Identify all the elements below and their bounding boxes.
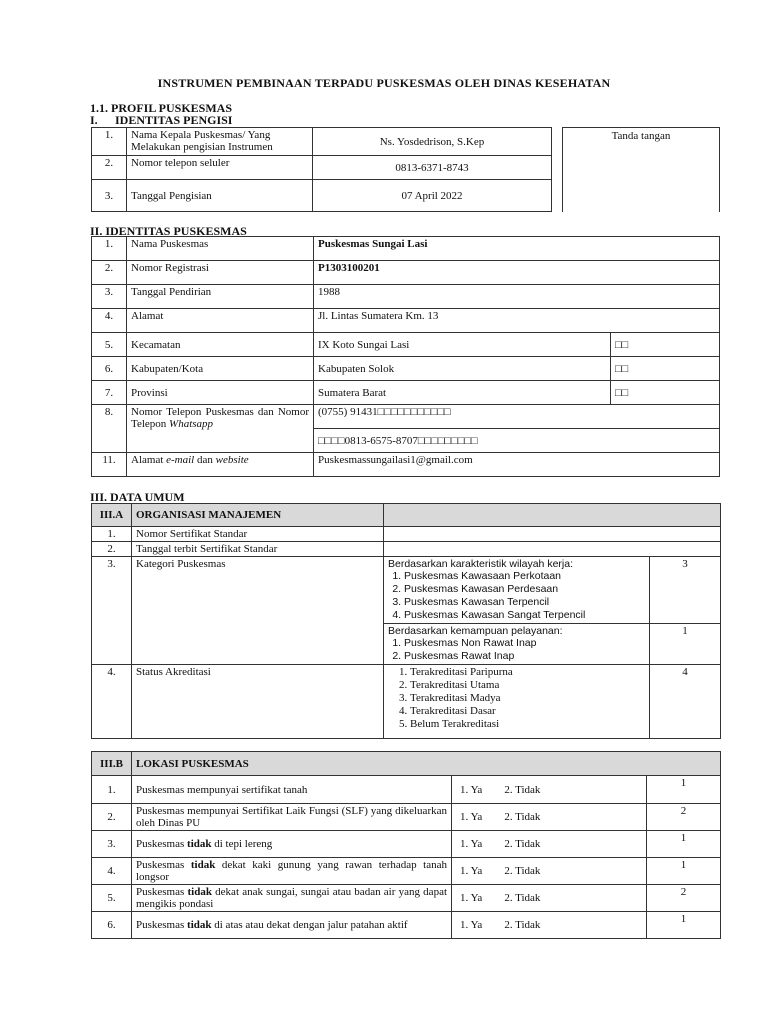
table-row: [92, 542, 721, 557]
row-label: [132, 804, 452, 831]
signature-box: [562, 127, 720, 212]
table-row: [92, 527, 721, 542]
row-label: [132, 912, 452, 939]
answer-value: 4: [650, 665, 721, 739]
row-value: [384, 527, 721, 542]
row-value: □□□□0813-6575-8707□□□□□□□□□: [314, 429, 720, 453]
answer-value: 1: [650, 624, 721, 665]
section1-heading: IDENTITAS PENGISI: [115, 113, 233, 127]
table-row: [92, 776, 721, 804]
option-item: 1. Puskesmas Kawasaan Perkotaan: [404, 570, 645, 583]
row-number: 6.: [92, 912, 132, 939]
row-number: 1.: [92, 776, 132, 804]
label-bold: tidak: [187, 838, 212, 850]
row-label: Tanggal Pendirian: [127, 285, 314, 309]
row-value: Puskesmassungailasi1@gmail.com: [314, 453, 720, 477]
table-row: [92, 333, 720, 357]
answer-value: 1: [647, 858, 721, 885]
row-label: Nomor Registrasi: [127, 261, 314, 285]
row-value: 1988: [314, 285, 720, 309]
table-row: [92, 180, 552, 212]
row-code: □□: [611, 333, 720, 357]
row-label: [127, 405, 314, 453]
identitas-pengisi-table: [91, 127, 552, 212]
row-number: 4.: [92, 665, 132, 739]
row-number: 2.: [92, 804, 132, 831]
row-label: Kabupaten/Kota: [127, 357, 314, 381]
option-tidak: 2. Tidak: [504, 783, 541, 796]
row-label: Alamat: [127, 309, 314, 333]
row-number: 4.: [92, 858, 132, 885]
row-code: □□: [611, 381, 720, 405]
table-header-row: [92, 752, 721, 776]
answer-value: 1: [647, 776, 721, 804]
row-number: 5.: [92, 333, 127, 357]
option-item: 1. Puskesmas Non Rawat Inap: [404, 637, 645, 650]
row-number: 1.: [92, 128, 127, 156]
row-label: [132, 776, 452, 804]
row-number: 1.: [92, 527, 132, 542]
option-item: 3. Puskesmas Kawasan Terpencil: [404, 596, 645, 609]
section3-heading: III. DATA UMUM: [90, 490, 185, 504]
table-row: [92, 665, 721, 739]
option-ya: 1. Ya: [460, 783, 483, 796]
label-bold: tidak: [187, 886, 212, 898]
answer-options: [452, 912, 647, 939]
label-part: dan: [194, 454, 216, 466]
document-title: INSTRUMEN PEMBINAAN TERPADU PUSKESMAS OLEH DINAS KESEHATAN: [157, 76, 611, 90]
option-tidak: 2. Tidak: [504, 865, 541, 877]
option-tidak: 2. Tidak: [504, 892, 541, 904]
row-number: 11.: [92, 453, 127, 477]
row-number: 1.: [92, 237, 127, 261]
row-label: Status Akreditasi: [132, 665, 384, 739]
option-item: 4. Puskesmas Kawasan Sangat Terpencil: [404, 609, 645, 622]
row-number: 2.: [92, 261, 127, 285]
answer-options: [452, 858, 647, 885]
row-value: P1303100201: [314, 261, 720, 285]
profil-heading: 1.1. PROFIL PUSKESMAS: [90, 101, 233, 115]
row-label: [132, 831, 452, 858]
label-bold: tidak: [190, 859, 216, 871]
table-row: [92, 912, 721, 939]
table-row: [92, 831, 721, 858]
option-ya: 1. Ya: [460, 892, 483, 904]
section-title: LOKASI PUSKESMAS: [132, 752, 721, 776]
table-row: [92, 804, 721, 831]
answer-options: [452, 885, 647, 912]
option-ya: 1. Ya: [460, 838, 483, 850]
group-title: Berdasarkan karakteristik wilayah kerja:: [388, 558, 573, 570]
table-row: [92, 237, 720, 261]
table-row: [92, 357, 720, 381]
option-item: 4. Terakreditasi Dasar: [410, 705, 645, 718]
row-code: □□: [611, 357, 720, 381]
row-number: 5.: [92, 885, 132, 912]
row-label: Kategori Puskesmas: [132, 557, 384, 665]
row-label: Tanggal Pengisian: [127, 180, 313, 212]
row-value: IX Koto Sungai Lasi: [314, 333, 611, 357]
option-ya: 1. Ya: [460, 919, 483, 931]
label-part: Puskesmas: [136, 838, 188, 850]
table-row: [92, 309, 720, 333]
label-part: Alamat: [131, 454, 167, 466]
label-part: dekat kaki gunung yang rawan terhadap tanah longsor: [136, 859, 448, 883]
row-label: [132, 885, 452, 912]
row-number: 7.: [92, 381, 127, 405]
option-item: 5. Belum Terakreditasi: [410, 718, 645, 731]
table-row: [92, 261, 720, 285]
lokasi-puskesmas-table: [91, 751, 721, 939]
header-empty-cell: [384, 504, 721, 527]
row-number: 2.: [92, 156, 127, 180]
label-bold: tidak: [187, 919, 212, 931]
option-item: 3. Terakreditasi Madya: [410, 692, 645, 705]
row-value: Puskesmas Sungai Lasi: [314, 237, 720, 261]
answer-options: [452, 831, 647, 858]
row-value: [384, 542, 721, 557]
table-row: [92, 885, 721, 912]
table-row: [92, 128, 552, 156]
row-label: Nomor Sertifikat Standar: [132, 527, 384, 542]
label-italic: e-mail: [166, 454, 195, 466]
answer-value: 2: [647, 885, 721, 912]
option-item: 1. Terakreditasi Paripurna: [410, 666, 645, 679]
table-header-row: [92, 504, 721, 527]
signature-label: Tanda tangan: [611, 130, 671, 142]
option-tidak: 2. Tidak: [504, 811, 541, 823]
row-label: Provinsi: [127, 381, 314, 405]
table-row: [92, 453, 720, 477]
row-value: 07 April 2022: [313, 180, 552, 212]
option-tidak: 2. Tidak: [504, 919, 541, 931]
section-code: III.B: [92, 752, 132, 776]
row-label: [127, 453, 314, 477]
option-ya: 1. Ya: [460, 811, 483, 823]
answer-value: 2: [647, 804, 721, 831]
row-number: 3.: [92, 831, 132, 858]
identitas-puskesmas-table: [91, 236, 720, 477]
table-row: [92, 285, 720, 309]
row-value: Ns. Yosdedrison, S.Kep: [313, 128, 552, 156]
row8-label-italic: Whatsapp: [169, 418, 214, 430]
answer-value: 3: [650, 557, 721, 624]
kategori-wilayah-options: [384, 557, 650, 624]
section2-heading: II. IDENTITAS PUSKESMAS: [90, 224, 247, 238]
table-row: [92, 156, 552, 180]
option-ya: 1. Ya: [460, 865, 483, 877]
row8-label-text: Nomor Telepon Puskesmas dan Nomor Telepon: [131, 406, 309, 430]
option-item: 2. Puskesmas Rawat Inap: [404, 650, 645, 663]
answer-options: [452, 804, 647, 831]
row-value: (0755) 91431□□□□□□□□□□□: [314, 405, 720, 429]
row-label: Nama Kepala Puskesmas/ Yang Melakukan pengisian Instrumen: [127, 128, 313, 156]
kategori-pelayanan-options: [384, 624, 650, 665]
akreditasi-options: [384, 665, 650, 739]
answer-options: [452, 776, 647, 804]
row-number: 3.: [92, 180, 127, 212]
table-row: [92, 405, 720, 429]
table-row: [92, 381, 720, 405]
option-item: 2. Puskesmas Kawasan Perdesaan: [404, 583, 645, 596]
row-number: 4.: [92, 309, 127, 333]
row-label: [132, 858, 452, 885]
label-italic: website: [215, 454, 249, 466]
row-label: Tanggal terbit Sertifikat Standar: [132, 542, 384, 557]
group-title: Berdasarkan kemampuan pelayanan:: [388, 625, 563, 637]
option-tidak: 2. Tidak: [504, 838, 541, 850]
label-part: Puskesmas mempunyai sertifikat tanah: [136, 783, 308, 796]
row-number: 3.: [92, 285, 127, 309]
row-number: 2.: [92, 542, 132, 557]
answer-value: 1: [647, 831, 721, 858]
label-part: Puskesmas: [136, 886, 188, 898]
organisasi-manajemen-table: [91, 503, 721, 739]
row-label: Nomor telepon seluler: [127, 156, 313, 180]
option-item: 2. Terakreditasi Utama: [410, 679, 645, 692]
row-value: Kabupaten Solok: [314, 357, 611, 381]
label-part: Puskesmas mempunyai Sertifikat Laik Fungsi (SLF) yang dikeluarkan oleh Dinas PU: [136, 805, 447, 829]
row-value: Jl. Lintas Sumatera Km. 13: [314, 309, 720, 333]
section-title: ORGANISASI MANAJEMEN: [132, 504, 384, 527]
label-part: Puskesmas: [136, 859, 191, 871]
row-number: 8.: [92, 405, 127, 453]
row-value: Sumatera Barat: [314, 381, 611, 405]
label-part: di atas atau dekat dengan jalur patahan aktif: [211, 919, 408, 931]
table-row: [92, 858, 721, 885]
row-number: 3.: [92, 557, 132, 665]
label-part: dekat anak sungai, sungai atau badan air yang dapat mengikis pondasi: [136, 886, 448, 910]
section1-heading-number: I.: [90, 113, 98, 127]
row-number: 6.: [92, 357, 127, 381]
table-row: [92, 557, 721, 624]
label-part: Puskesmas: [136, 919, 188, 931]
label-part: di tepi lereng: [211, 838, 273, 850]
answer-value: 1: [647, 912, 721, 939]
row-label: Nama Puskesmas: [127, 237, 314, 261]
section-code: III.A: [92, 504, 132, 527]
row-value: 0813-6371-8743: [313, 156, 552, 180]
row-label: Kecamatan: [127, 333, 314, 357]
